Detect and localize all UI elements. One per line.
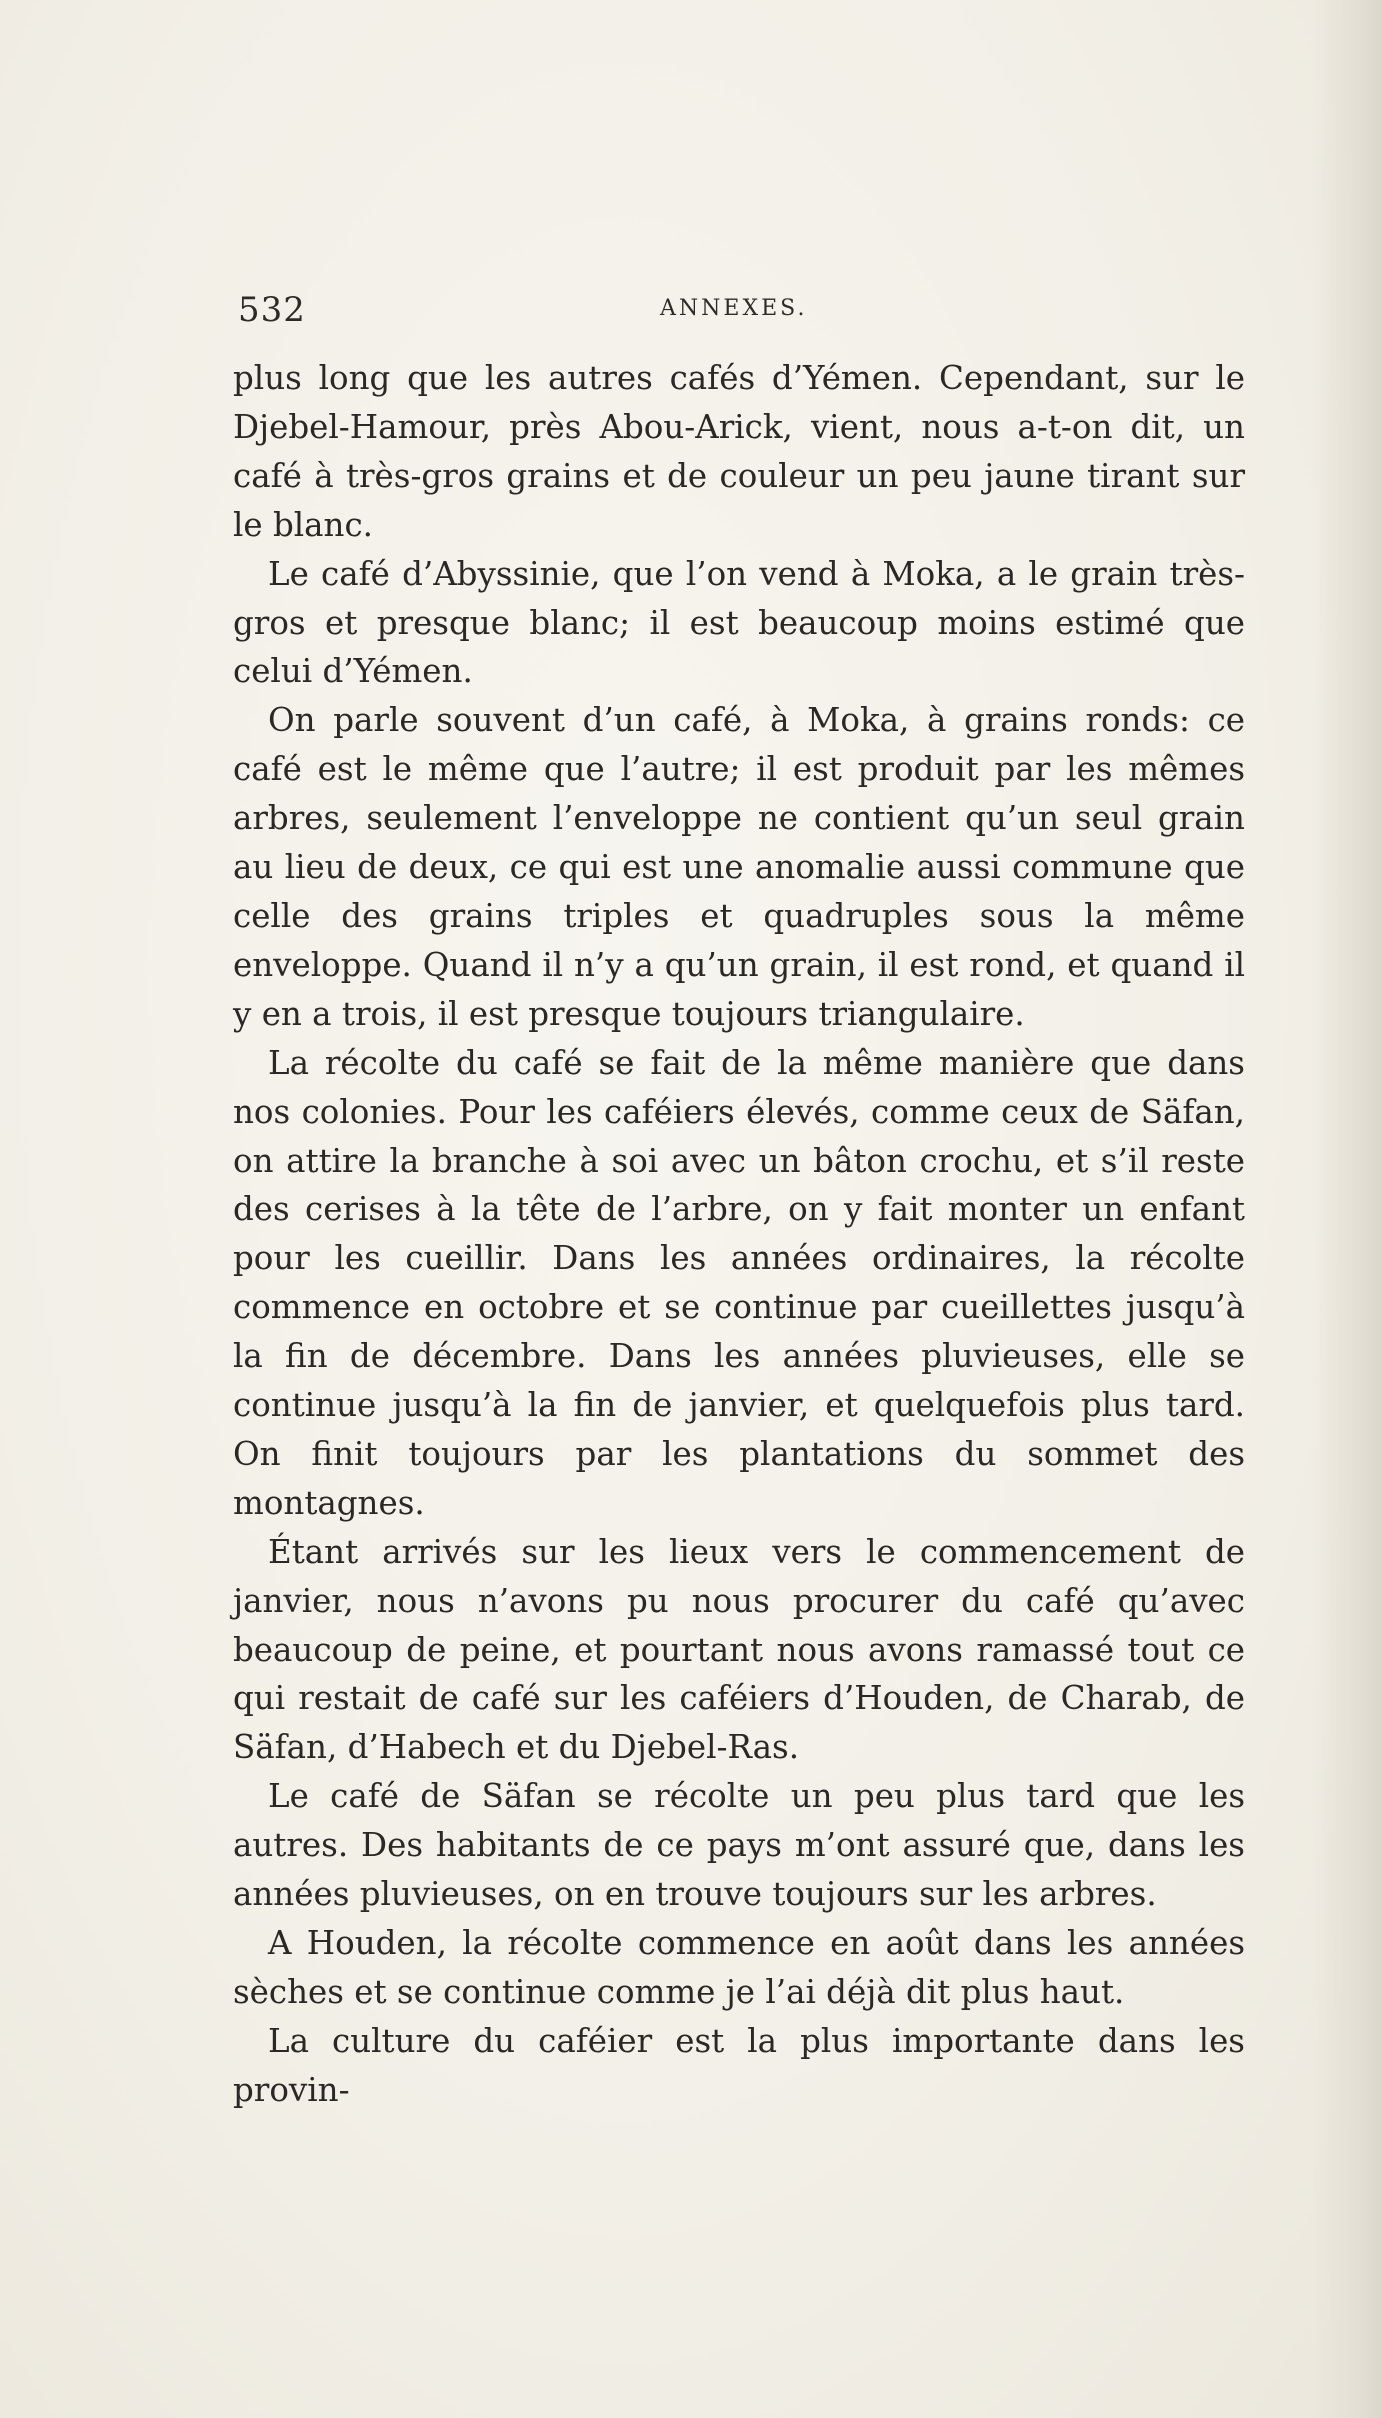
running-head: ANNEXES. xyxy=(660,296,808,321)
paragraph: On parle souvent d’un café, à Moka, à grains ronds: ce café est le même que l’autre; il est produit par les mêmes arbres, seulement l’enveloppe ne contient qu’un seul grain au lieu de deux, ce qui est une anomalie aussi commune que celle des grains triples et quadruples sous la même enveloppe. Quand il n’y a qu’un grain, il est rond, et quand il y en a trois, il est presque toujours triangulaire. xyxy=(233,701,1245,1033)
page-edge-shadow xyxy=(1312,0,1382,2418)
body-text xyxy=(233,354,1245,2115)
paragraph: La culture du caféier est la plus importante dans les provin- xyxy=(233,2021,1245,2109)
paragraph: A Houden, la récolte commence en août dans les années sèches et se continue comme je l’ai déjà dit plus haut. xyxy=(233,1924,1245,2011)
paragraph: La récolte du café se fait de la même manière que dans nos colonies. Pour les caféiers élevés, comme ceux de Säfan, on attire la branche à soi avec un bâton crochu, et s’il reste des cerises à la tête de l’arbre, on y fait monter un enfant pour les cueillir. Dans les années ordinaires, la récolte commence en octobre et se continue par cueillettes jusqu’à la fin de décembre. Dans les années pluvieuses, elle se continue jusqu’à la fin de janvier, et quelquefois plus tard. On finit toujours par les plantations du sommet des montagnes. xyxy=(233,1043,1245,1522)
paragraph: Étant arrivés sur les lieux vers le commencement de janvier, nous n’avons pu nous procurer du café qu’avec beaucoup de peine, et pourtant nous avons ramassé tout ce qui restait de café sur les caféiers d’Houden, de Charab, de Säfan, d’Habech et du Djebel-Ras. xyxy=(233,1532,1245,1767)
page-header xyxy=(238,290,1248,334)
paragraph: plus long que les autres cafés d’Yémen. Cependant, sur le Djebel-Hamour, près Abou-Arick, vient, nous a-t-on dit, un café à très-gros grains et de couleur un peu jaune tirant sur le blanc. xyxy=(233,359,1245,544)
page-number: 532 xyxy=(238,290,306,330)
paragraph: Le café d’Abyssinie, que l’on vend à Moka, a le grain très-gros et presque blanc; il est beaucoup moins estimé que celui d’Yémen. xyxy=(233,554,1245,691)
paragraph: Le café de Säfan se récolte un peu plus tard que les autres. Des habitants de ce pays m’ont assuré que, dans les années pluvieuses, on en trouve toujours sur les arbres. xyxy=(233,1777,1245,1914)
